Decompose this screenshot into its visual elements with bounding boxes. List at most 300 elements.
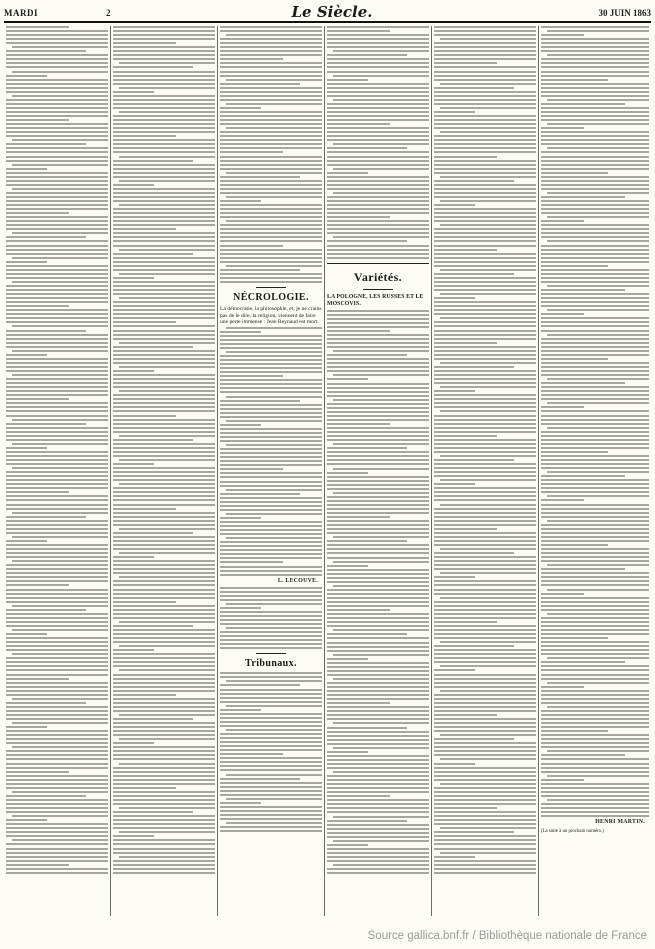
text-line (327, 872, 429, 874)
text-line (547, 750, 649, 752)
text-line (541, 232, 649, 234)
text-line (119, 297, 215, 299)
text-line (220, 188, 322, 190)
text-line (541, 127, 584, 129)
text-line (434, 848, 536, 850)
text-line (119, 831, 215, 833)
text-line (220, 814, 322, 816)
text-line (333, 722, 429, 724)
text-line (113, 415, 176, 417)
text-line (6, 775, 108, 777)
text-line (541, 297, 649, 299)
section-divider (256, 653, 286, 654)
text-line (113, 38, 215, 40)
text-line (327, 581, 429, 583)
text-line (327, 423, 390, 425)
text-line (541, 617, 649, 619)
text-line (541, 131, 649, 133)
text-line (333, 561, 429, 563)
text-line (327, 674, 429, 676)
text-line (220, 464, 322, 466)
text-line (220, 228, 322, 230)
text-line (434, 483, 475, 485)
text-line (12, 746, 108, 748)
text-line (434, 431, 536, 433)
text-line (6, 754, 108, 756)
text-line (119, 763, 215, 765)
text-line (541, 151, 649, 153)
text-line (541, 605, 649, 607)
text-line (220, 541, 322, 543)
text-line (327, 354, 407, 356)
text-line (541, 807, 649, 809)
text-line (327, 58, 429, 60)
text-line (6, 552, 108, 554)
text-line (119, 156, 215, 158)
text-line (12, 325, 108, 327)
text-line (541, 58, 649, 60)
text-line (6, 625, 108, 627)
text-line (327, 496, 429, 498)
text-line (327, 690, 429, 692)
text-line (113, 499, 215, 501)
text-line (226, 680, 322, 682)
text-line (541, 584, 649, 586)
text-line (541, 499, 584, 501)
text-line (327, 803, 429, 805)
text-line (220, 355, 322, 357)
text-line (220, 745, 322, 747)
text-line (113, 625, 193, 627)
text-line (113, 346, 193, 348)
text-line (6, 665, 108, 667)
text-line (327, 573, 429, 575)
text-line (220, 200, 261, 202)
text-line (333, 585, 429, 587)
text-line (6, 111, 108, 113)
text-line (440, 362, 536, 364)
text-line (541, 536, 649, 538)
text-line (12, 46, 108, 48)
text-line (113, 665, 215, 667)
text-line (327, 131, 429, 133)
text-line (541, 512, 649, 514)
text-line (12, 419, 108, 421)
text-line (434, 698, 536, 700)
column-body (113, 26, 215, 874)
text-line (434, 204, 475, 206)
text-line (226, 513, 322, 515)
text-line (220, 689, 322, 691)
text-line (434, 342, 497, 344)
text-line (6, 131, 108, 133)
text-line (434, 617, 536, 619)
text-line (220, 131, 322, 133)
text-line (327, 811, 429, 813)
text-line (6, 240, 108, 242)
text-line (6, 147, 108, 149)
text-line (220, 701, 322, 703)
text-line (434, 330, 536, 332)
text-line (327, 107, 429, 109)
text-line (541, 702, 649, 704)
text-line (220, 806, 322, 808)
text-line (327, 856, 429, 858)
text-line (541, 435, 649, 437)
text-line (113, 657, 215, 659)
text-line (220, 71, 322, 73)
text-line (547, 99, 649, 101)
text-line (6, 366, 108, 368)
text-line (434, 536, 536, 538)
text-line (220, 757, 322, 759)
text-line (226, 127, 322, 129)
text-line (113, 224, 215, 226)
text-line (434, 321, 536, 323)
text-line (220, 509, 322, 511)
text-line (541, 71, 649, 73)
text-line (434, 156, 497, 158)
text-line (327, 135, 429, 137)
text-line (434, 99, 536, 101)
text-line (327, 836, 429, 838)
text-line (541, 164, 649, 166)
text-line (327, 176, 429, 178)
text-line (6, 83, 108, 85)
text-line (6, 799, 108, 801)
text-line (226, 79, 322, 81)
text-line (327, 844, 368, 846)
text-line (6, 714, 108, 716)
text-line (113, 491, 215, 493)
text-line (220, 184, 322, 186)
text-line (327, 658, 368, 660)
text-line (434, 447, 536, 449)
text-line (6, 261, 47, 263)
text-line (327, 439, 429, 441)
text-line (6, 758, 108, 760)
text-line (434, 119, 536, 121)
text-line (113, 584, 215, 586)
text-line (541, 362, 649, 364)
text-line (220, 591, 322, 593)
text-line (541, 180, 649, 182)
text-line (434, 192, 536, 194)
text-line (113, 734, 215, 736)
text-line (434, 123, 536, 125)
text-line (541, 601, 649, 603)
text-line (113, 313, 215, 315)
text-line (541, 479, 649, 481)
text-line (434, 91, 536, 93)
text-line (327, 310, 429, 312)
text-line (6, 172, 108, 174)
text-line (6, 305, 69, 307)
text-line (220, 135, 322, 137)
text-line (541, 75, 649, 77)
text-line (113, 746, 215, 748)
text-line (6, 589, 108, 591)
text-line (541, 62, 649, 64)
text-line (6, 633, 47, 635)
text-line (333, 399, 429, 401)
text-line (547, 123, 649, 125)
text-line (541, 609, 649, 611)
text-line (541, 504, 649, 506)
text-line (434, 738, 514, 740)
text-line (113, 690, 215, 692)
text-line (220, 75, 322, 77)
text-line (6, 253, 108, 255)
text-line (434, 172, 536, 174)
text-line (541, 184, 649, 186)
text-line (6, 637, 108, 639)
text-line (113, 46, 215, 48)
text-line (113, 702, 215, 704)
text-line (113, 75, 215, 77)
text-line (220, 561, 283, 563)
text-line (113, 402, 215, 404)
text-line (327, 338, 429, 340)
text-line (113, 334, 215, 336)
text-line (6, 823, 108, 825)
text-line (113, 228, 176, 230)
text-line (6, 54, 108, 56)
text-line (113, 682, 215, 684)
text-line (6, 338, 108, 340)
text-line (541, 95, 649, 97)
text-line (113, 164, 215, 166)
text-line (220, 424, 261, 426)
text-line (327, 34, 429, 36)
text-line (541, 645, 649, 647)
text-line (113, 767, 215, 769)
text-line (6, 528, 108, 530)
text-line (6, 208, 108, 210)
text-line (220, 533, 322, 535)
text-line (327, 83, 429, 85)
text-line (434, 864, 536, 866)
text-line (6, 734, 108, 736)
text-line (541, 115, 649, 117)
text-line (6, 236, 86, 238)
text-line (113, 431, 215, 433)
text-line (220, 497, 322, 499)
text-line (434, 419, 536, 421)
text-line (327, 755, 429, 757)
text-line (220, 208, 322, 210)
text-line (220, 635, 322, 637)
text-line (434, 508, 536, 510)
text-line (327, 520, 429, 522)
text-line (541, 669, 649, 671)
text-line (113, 382, 215, 384)
text-line (327, 411, 429, 413)
text-line (333, 840, 429, 842)
text-line (327, 334, 429, 336)
text-line (220, 367, 322, 369)
text-line (220, 408, 322, 410)
text-line (113, 524, 215, 526)
text-line (327, 743, 429, 745)
text-line (541, 103, 625, 105)
text-line (547, 285, 649, 287)
text-line (6, 346, 108, 348)
text-line (434, 115, 536, 117)
text-line (220, 363, 322, 365)
text-line (541, 249, 649, 251)
text-line (6, 115, 108, 117)
text-line (119, 111, 215, 113)
text-line (434, 346, 536, 348)
varietes-subhead: LA POLOGNE, LES RUSSES ET LE MOSCOVIS. (327, 293, 424, 307)
text-line (6, 192, 108, 194)
text-line (434, 147, 536, 149)
text-line (113, 269, 215, 271)
text-line (434, 406, 536, 408)
text-line (541, 269, 649, 271)
text-line (327, 326, 429, 328)
text-line (434, 593, 536, 595)
text-line (113, 325, 215, 327)
text-line (434, 528, 497, 530)
text-line (327, 710, 429, 712)
text-line (541, 483, 649, 485)
text-line (220, 224, 322, 226)
column-body (220, 672, 322, 832)
text-line (6, 848, 108, 850)
text-line (541, 346, 649, 348)
text-line (434, 135, 536, 137)
text-line (113, 277, 154, 279)
text-line (6, 439, 108, 441)
text-line (434, 111, 475, 113)
text-line (327, 91, 429, 93)
text-line (113, 168, 215, 170)
text-line (327, 714, 429, 716)
text-line (434, 601, 536, 603)
text-line (113, 66, 193, 68)
text-line (327, 557, 429, 559)
text-line (541, 524, 649, 526)
text-line (220, 749, 322, 751)
text-line (6, 564, 108, 566)
tribunaux-heading: Tribunaux. (245, 658, 297, 670)
text-line (6, 738, 108, 740)
text-line (113, 131, 215, 133)
text-line (119, 204, 215, 206)
text-line (541, 354, 649, 356)
text-line (113, 795, 215, 797)
text-line (113, 26, 215, 28)
text-line (113, 637, 215, 639)
text-line (6, 682, 108, 684)
text-line (113, 653, 215, 655)
text-line (113, 220, 215, 222)
text-line (327, 463, 429, 465)
text-line (6, 87, 108, 89)
text-line (434, 180, 514, 182)
text-line (440, 504, 536, 506)
text-line (6, 779, 108, 781)
text-line (541, 475, 625, 477)
text-line (327, 95, 429, 97)
text-line (541, 738, 649, 740)
text-line (226, 627, 322, 629)
text-line (113, 42, 176, 44)
text-line (541, 325, 649, 327)
text-line (6, 856, 108, 858)
text-line (541, 532, 649, 534)
text-line (434, 807, 497, 809)
text-line (6, 415, 108, 417)
text-line (220, 123, 322, 125)
text-line (113, 649, 154, 651)
text-line (541, 722, 649, 724)
text-line (6, 499, 108, 501)
text-line (440, 200, 536, 202)
text-line (220, 331, 261, 333)
text-line (327, 698, 429, 700)
text-line (434, 532, 536, 534)
text-line (327, 156, 429, 158)
text-line (220, 725, 322, 727)
text-line (434, 568, 536, 570)
text-line (333, 747, 429, 749)
text-line (113, 374, 215, 376)
text-line (434, 815, 536, 817)
text-line (327, 200, 429, 202)
text-line (434, 370, 536, 372)
text-line (113, 350, 215, 352)
text-line (434, 722, 536, 724)
text-line (434, 702, 536, 704)
text-line (220, 639, 322, 641)
text-line (541, 508, 649, 510)
text-line (6, 645, 108, 647)
text-line (113, 447, 215, 449)
text-line (434, 516, 536, 518)
text-line (541, 710, 649, 712)
text-line (434, 151, 536, 153)
text-line (6, 860, 108, 862)
text-line (6, 406, 108, 408)
text-line (541, 815, 649, 817)
text-line (434, 686, 536, 688)
text-line (113, 674, 215, 676)
text-line (327, 860, 429, 862)
text-line (327, 415, 429, 417)
text-line (113, 119, 215, 121)
text-line (440, 455, 536, 457)
text-line (220, 164, 322, 166)
text-line (6, 58, 108, 60)
text-line (327, 625, 429, 627)
text-line (12, 188, 108, 190)
text-line (113, 423, 215, 425)
text-line (541, 66, 649, 68)
text-line (541, 42, 649, 44)
text-line (12, 560, 108, 562)
text-line (6, 354, 47, 356)
text-line (434, 795, 536, 797)
column-6 (541, 26, 649, 916)
text-line (113, 419, 215, 421)
text-line (220, 619, 322, 621)
text-line (333, 629, 429, 631)
text-line (119, 528, 215, 530)
text-line (541, 277, 649, 279)
